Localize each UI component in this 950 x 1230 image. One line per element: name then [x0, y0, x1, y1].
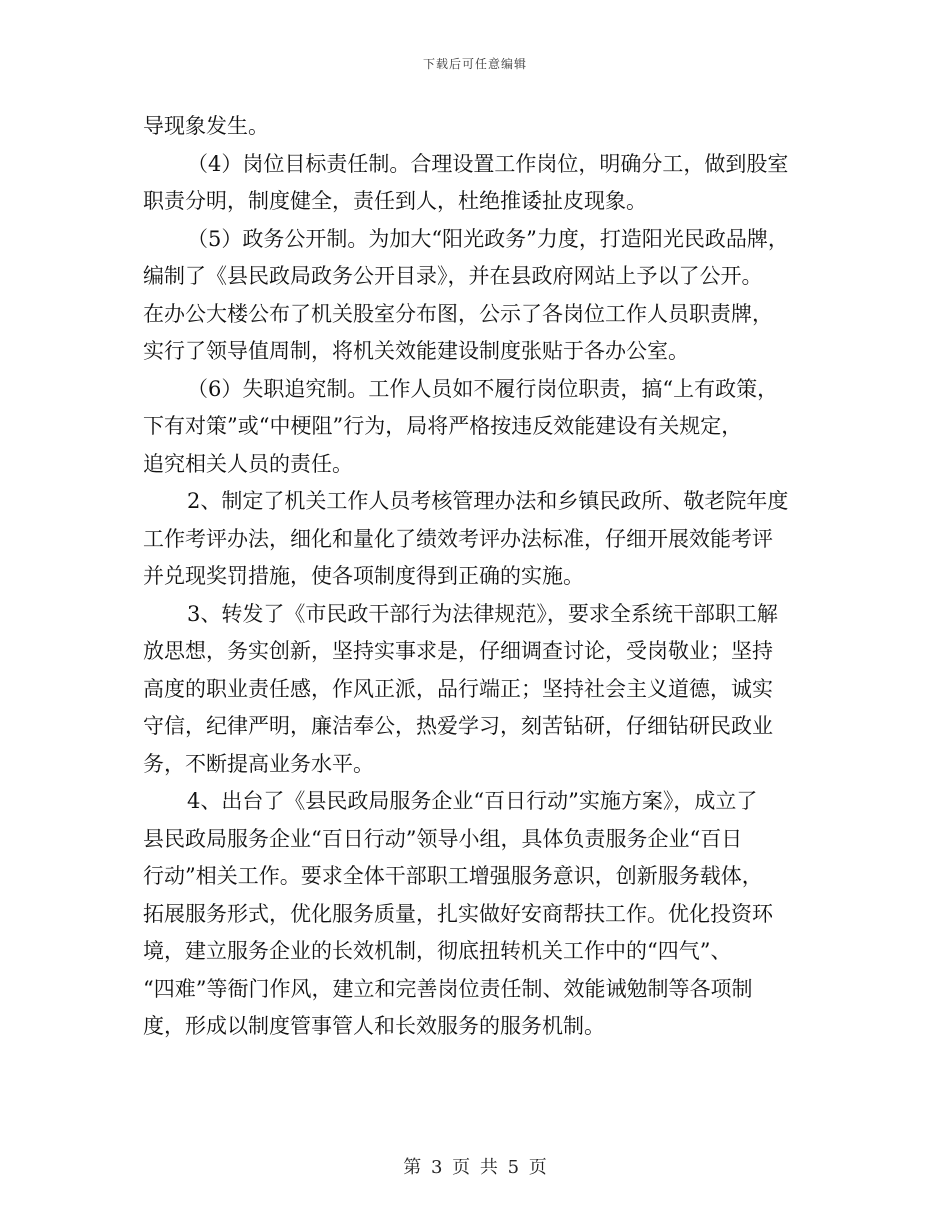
text-line: 在办公大楼公布了机关股室分布图，公示了各岗位工作人员职责牌，: [143, 301, 773, 326]
text-line: 导现象发生。: [143, 114, 269, 138]
text-line: 守信，纪律严明，廉洁奉公，热爱学习，刻苦钻研，仔细钻研民政业: [143, 714, 773, 738]
text-line: 职责分明，制度健全，责任到人，杜绝推诿扯皮现象。: [143, 189, 647, 213]
text-line: “四难”等衙门作风，建立和完善岗位责任制、效能诫勉制等各项制: [143, 976, 753, 1001]
text-line: 高度的职业责任感，作风正派，品行端正；坚持社会主义道德，诚实: [143, 676, 773, 701]
text-line: 并兑现奖罚措施，使各项制度得到正确的实施。: [143, 564, 584, 588]
text-line: 务，不断提高业务水平。: [143, 751, 374, 776]
text-line: （6）失职追究制。工作人员如不履行岗位职责，搞“上有政策，: [187, 376, 779, 401]
text-line: 工作考评办法，细化和量化了绩效考评办法标准，仔细开展效能考评: [143, 526, 773, 551]
text-line: 放思想，务实创新，坚持实事求是，仔细调查讨论，受岗敬业；坚持: [143, 639, 773, 663]
text-line: 4、出台了《县民政局服务企业“百日行动”实施方案》，成立了: [187, 789, 758, 813]
text-line: 境，建立服务企业的长效机制，彻底扭转机关工作中的“四气”、: [143, 939, 732, 963]
text-line: （5）政务公开制。为加大“阳光政务”力度，打造阳光民政品牌，: [187, 226, 789, 251]
text-line: 县民政局服务企业“百日行动”领导小组，具体负责服务企业“百日: [143, 826, 743, 851]
text-line: 拓展服务形式，优化服务质量，扎实做好安商帮扶工作。优化投资环: [143, 901, 773, 926]
text-line: 追究相关人员的责任。: [143, 451, 353, 476]
text-line: 下有对策”或“中梗阻”行为，局将严格按违反效能建设有关规定，: [143, 414, 743, 438]
document-body: [143, 108, 815, 1046]
text-line: 实行了领导值周制，将机关效能建设制度张贴于各办公室。: [143, 339, 689, 363]
page-number-footer: 第 3 页 共 5 页: [403, 1157, 547, 1178]
text-line: 度，形成以制度管事管人和长效服务的服务机制。: [143, 1014, 605, 1038]
header-note: 下载后可任意编辑: [422, 57, 527, 71]
text-line: 2、制定了机关工作人员考核管理办法和乡镇民政所、敬老院年度: [187, 489, 789, 513]
text-line: 行动”相关工作。要求全体干部职工增强服务意识，创新服务载体，: [143, 864, 763, 888]
text-line: （4）岗位目标责任制。合理设置工作岗位，明确分工，做到股室: [187, 151, 789, 176]
text-line: 3、转发了《市民政干部行为法律规范》，要求全系统干部职工解: [187, 601, 778, 626]
text-line: 编制了《县民政局政务公开目录》，并在县政府网站上予以了公开。: [143, 264, 763, 288]
